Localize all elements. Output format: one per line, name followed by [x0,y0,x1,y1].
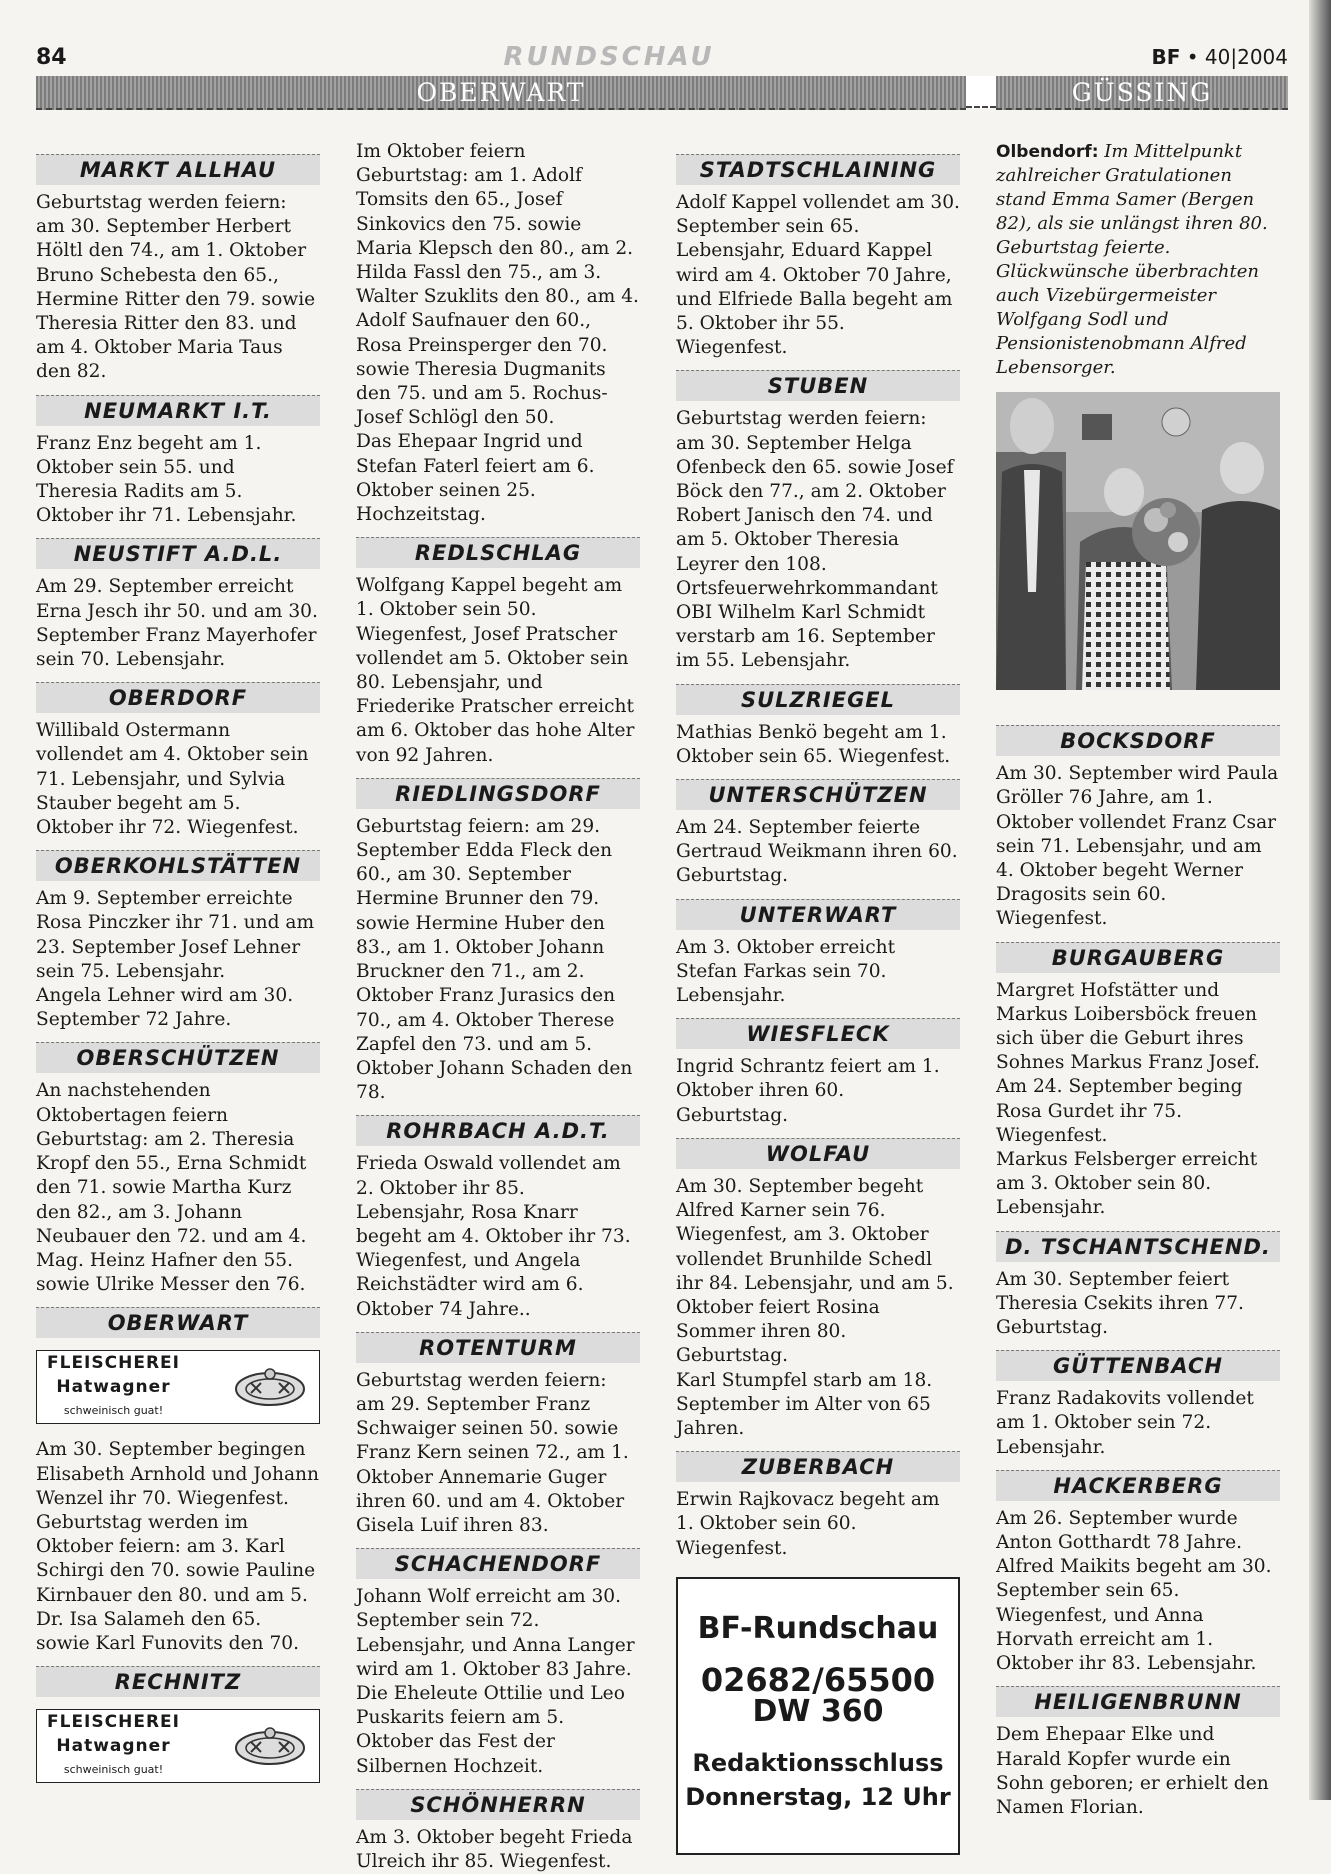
section-heading: UNTERWART [676,899,960,930]
section-text: Geburtstag werden feiern: am 30. September Helga Ofenbeck den 65. sowie Josef Böck den 77., am 2. Oktober Robert Janisch den 74. und am 5. Oktober Theresia Leyrer den 108. [676,408,954,575]
section-text: Johann Wolf erreicht am 30. September sein 72. Lebensjahr, und Anna Langer wird am 1. Oktober 83 Jahre. [356,1586,635,1680]
section-text: Am 24. September feierte Gertraud Weikmann ihren 60. Geburtstag. [676,817,958,887]
section-text: Ortsfeuerwehrkommandant OBI Wilhelm Karl Schmidt verstarb am 16. September im 55. Lebensjahr. [676,577,938,672]
photo-caption [996,140,1280,380]
section-text: An nachstehenden Oktobertagen feiern Geburtstag: am 2. Theresia Kropf den 55., Erna Schmidt den 71. sowie Martha Kurz den 82., am 3. Johann Neubauer den 72. und am 4. Mag. Heinz Hafner den 55. sowie Ulrike Messer den 76. [36,1080,307,1296]
band-guessing: GÜSSING [996,76,1288,110]
section-heading: OBERWART [36,1307,320,1338]
section-heading: SCHACHENDORF [356,1548,640,1579]
section-heading: UNTERSCHÜTZEN [676,779,960,810]
section-text: Alfred Maikits begeht am 30. September sein 65. Wiegenfest, und Anna Horvath erreicht am 1. Oktober ihr 83. Lebensjahr. [996,1556,1272,1675]
section-heading: RIEDLINGSDORF [356,778,640,809]
section-heading: BURGAUBERG [996,942,1280,973]
section-heading: NEUMARKT I.T. [36,395,320,426]
section-text: Das Ehepaar Ingrid und Stefan Faterl feiert am 6. Oktober seinen 25. Hochzeitstag. [356,431,595,526]
section-heading: SCHÖNHERRN [356,1789,640,1820]
section-text: Adolf Kappel vollendet am 30. September sein 65. Lebensjahr, Eduard Kappel wird am 4. Oktober 70 Jahre, und Elfriede Balla begeht am 5. Oktober ihr 55. Wiegenfest. [676,192,960,359]
contact-name: BF-Rundschau [697,1611,939,1647]
section-heading: WIESFLECK [676,1018,960,1049]
section-text: Willibald Ostermann vollendet am 4. Oktober sein 71. Lebensjahr, und Sylvia Stauber begeht am 5. Oktober ihr 72. Wiegenfest. [36,720,309,839]
contact-extension: DW 360 [752,1693,884,1729]
column-1 [36,140,320,1797]
section-text: Erwin Rajkovacz begeht am 1. Oktober sein 60. Wiegenfest. [676,1489,940,1559]
section-text: Geburtstag feiern: am 29. September Edda Fleck den 60., am 30. September Hermine Brunner den 79. sowie Hermine Huber den 83., am 1. Oktober Johann Bruckner den 71., am 2. Oktober Franz Jurasics den 70., am 4. Oktober Therese Zapfel den 73. und am 5. Oktober Johann Schaden den 78. [356,815,633,1104]
section-text: Dem Ehepaar Elke und Harald Kopfer wurde ein Sohn geboren; er erhielt den Namen Florian. [996,1724,1269,1818]
section-text: Markus Felsberger erreicht am 3. Oktober sein 80. Lebensjahr. [996,1149,1258,1219]
section-text: Frieda Oswald vollendet am 2. Oktober ihr 85. Lebensjahr, Rosa Knarr begeht am 4. Oktober ihr 73. Wiegenfest, und Angela Reichstädter wird am 6. Oktober 74 Jahre.. [356,1153,631,1320]
section-text: Franz Radakovits vollendet am 1. Oktober sein 72. Lebensjahr. [996,1388,1254,1458]
section-heading: STUBEN [676,370,960,401]
section-heading: STADTSCHLAINING [676,154,960,185]
section-text: Franz Enz begeht am 1. Oktober sein 55. und Theresia Radits am 5. Oktober ihr 71. Lebensjahr. [36,432,297,527]
section-text: Am 30. September wird Paula Gröller 76 Jahre, am 1. Oktober vollendet Franz Csar sein 71. Lebensjahr, und am 4. Oktober begeht Werner Dragosits sein 60. Wiegenfest. [996,763,1279,930]
butcher-ad [36,1709,320,1783]
section-heading: REDLSCHLAG [356,537,640,568]
issue-info [1151,45,1288,69]
section-heading: GÜTTENBACH [996,1350,1280,1381]
page-header [36,40,1288,74]
section-heading: HEILIGENBRUNN [996,1686,1280,1717]
ad-line-2: Hatwagner [56,1736,171,1757]
caption-place: Olbendorf: [996,142,1099,162]
band-gap [966,76,996,108]
celebration-photo [996,392,1280,690]
contact-phone: 02682/65500 [700,1660,936,1699]
ad-line-2: Hatwagner [56,1377,171,1398]
section-text: Am 30. September feiert Theresia Csekits ihren 77. Geburtstag. [996,1268,1244,1339]
section-heading: OBERKOHLSTÄTTEN [36,850,320,881]
deadline-value: Donnerstag, 12 Uhr [685,1783,951,1812]
section-text: Am 24. September beging Rosa Gurdet ihr 75. Wiegenfest. [996,1076,1243,1146]
section-text: Am 30. September begingen Elisabeth Arnhold und Johann Wenzel ihr 70. Wiegenfest. [36,1439,320,1509]
ad-text [47,1351,180,1424]
section-text: Geburtstag werden feiern: am 29. September Franz Schwaiger seinen 50. sowie Franz Kern seinen 72., am 1. Oktober Annemarie Guger ihren 60. und am 4. Oktober Gisela Luif ihren 83. [356,1369,629,1536]
section-text: Geburtstag werden im Oktober feiern: am 3. Karl Schirgi den 70. sowie Pauline Kirnbauer den 80. und am 5. Dr. Isa Salameh den 65. sowie Karl Funovits den 70. [36,1511,316,1654]
section-heading: RECHNITZ [36,1666,320,1697]
section-text: Margret Hofstätter und Markus Loibersböck freuen sich über die Geburt ihres Sohnes Markus Franz Josef. [996,979,1260,1074]
deadline-label: Redaktionsschluss [692,1749,944,1778]
ad-line-1: FLEISCHEREI [47,1711,180,1732]
section-bands [36,76,1288,108]
page-edge [1309,0,1331,1800]
section-heading: ROHRBACH A.D.T. [356,1115,640,1146]
pig-logo-icon [231,1724,309,1768]
page-number: 84 [36,44,67,70]
section-text: Am 29. September erreicht Erna Jesch ihr 50. und am 30. September Franz Mayerhofer sein 70. Lebensjahr. [36,576,318,671]
masthead: RUNDSCHAU [503,42,715,72]
band-oberwart: OBERWART [36,76,966,110]
section-heading: D. TSCHANTSCHEND. [996,1231,1280,1262]
column-3 [676,140,960,1855]
butcher-ad [36,1350,320,1424]
section-heading: BOCKSDORF [996,725,1280,756]
ad-line-3: schweinisch guat! [63,1763,164,1777]
section-text: Am 3. Oktober erreicht Stefan Farkas sein 70. Lebensjahr. [676,936,896,1007]
issue-number: 40|2004 [1204,45,1288,69]
section-text: Mathias Benkö begeht am 1. Oktober sein 65. Wiegenfest. [676,721,951,767]
ad-line-3: schweinisch guat! [63,1404,164,1418]
contact-box [676,1577,960,1855]
ad-text [47,1710,180,1783]
section-heading: HACKERBERG [996,1470,1280,1501]
caption-text: Im Mittelpunkt zahlreicher Gratulationen stand Emma Samer (Bergen 82), als sie unlängst ihren 80. Geburtstag feierte. Glückwünsche überbrachten auch Vizebürgermeister Wolfgang Sodl und Pensionistenobmann Alfred Lebensorger. [996,141,1268,378]
section-text: Karl Stumpfel starb am 18. September im Alter von 65 Jahren. [676,1369,933,1439]
section-heading: OBERSCHÜTZEN [36,1042,320,1073]
section-heading: OBERDORF [36,682,320,713]
section-text: Die Eheleute Ottilie und Leo Puskarits feiern am 5. Oktober das Fest der Silbernen Hochzeit. [356,1682,625,1777]
column-2 [356,140,640,1874]
section-text: Geburtstag werden feiern: am 30. September Herbert Höltl den 74., am 1. Oktober Bruno Schebesta den 65., Hermine Ritter den 79. sowie Theresia Ritter den 83. und am 4. Oktober Maria Taus den 82. [36,192,316,383]
section-heading: SULZRIEGEL [676,684,960,715]
section-heading: NEUSTIFT A.D.L. [36,538,320,569]
section-heading: ROTENTURM [356,1332,640,1363]
section-text: Am 9. September erreichte Rosa Pinczker ihr 71. und am 23. September Josef Lehner sein 75. Lebensjahr. [36,888,315,982]
issue-separator: • [1186,45,1199,69]
pig-logo-icon [231,1365,309,1409]
section-heading: ZUBERBACH [676,1451,960,1482]
column-4 [996,140,1280,1820]
section-text: Im Oktober feiern Geburtstag: am 1. Adolf Tomsits den 65., Josef Sinkovics den 75. sowie Maria Klepsch den 80., am 2. Hilda Fassl den 75., am 3. Walter Szuklits den 80., am 4. Adolf Saufnauer den 60., Rosa Preinsperger den 70. sowie Theresia Dugmanits den 75. und am 5. Rochus-Josef Schlögl den 50. [356,141,639,429]
section-heading: MARKT ALLHAU [36,154,320,185]
ad-line-1: FLEISCHEREI [47,1353,180,1374]
section-heading: WOLFAU [676,1138,960,1169]
section-text: Am 30. September begeht Alfred Karner sein 76. Wiegenfest, am 3. Oktober vollendet Brunhilde Schedl ihr 84. Lebensjahr, und am 5. Oktober feiert Rosina Sommer ihren 80. Geburtstag. [676,1175,954,1367]
section-text: Am 26. September wurde Anton Gotthardt 78 Jahre. [996,1507,1243,1554]
section-text: Wolfgang Kappel begeht am 1. Oktober sein 50. Wiegenfest, Josef Pratscher vollendet am 5. Oktober sein 80. Lebensjahr, und Friederike Pratscher erreicht am 6. Oktober das hohe Alter von 92 Jahren. [356,575,635,766]
issue-brand: BF [1151,45,1181,69]
section-text: Am 3. Oktober begeht Frieda Ulreich ihr 85. Wiegenfest. [356,1826,633,1872]
section-text: Ingrid Schrantz feiert am 1. Oktober ihren 60. Geburtstag. [676,1056,940,1126]
section-text: Angela Lehner wird am 30. September 72 Jahre. [36,985,294,1031]
